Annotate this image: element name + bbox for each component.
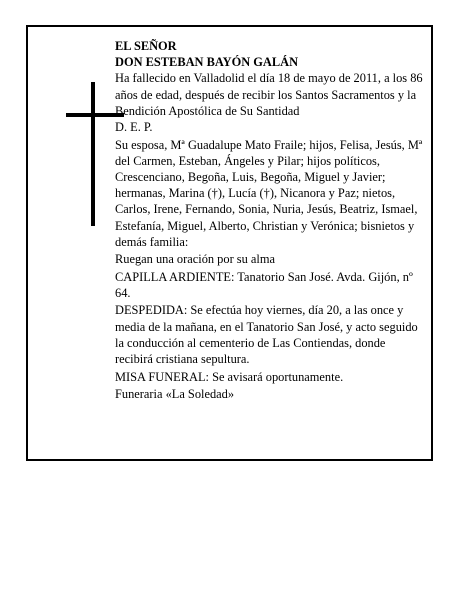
chapel-info: CAPILLA ARDIENTE: Tanatorio San José. Avda. Gijón, nº 64.	[115, 269, 413, 300]
funeral-home: Funeraria «La Soledad»	[115, 387, 235, 402]
farewell-info: DESPEDIDA: Se efectúa hoy viernes, día 20, a las once y media de la mañana, en el Tanatorio San José, y acto seguido la conducción al cementerio de Las Contiendas, donde recibirá cristiana sepultura.	[115, 303, 418, 367]
heading-title: EL SEÑOR	[115, 39, 177, 53]
family-list: Su esposa, Mª Guadalupe Mato Fraile; hijos, Felisa, Jesús, Mª del Carmen, Esteban, Ángeles y Pilar; hijos políticos, Crescenciano, Begoña, Luis, Begoña, Miguel y Javier; hermanas, Marina (†), Lucía (†), Nicanora y Paz; nietos, Carlos, Irene, Fernando, Sonia, Nuria, Jesús, Beatriz, Ismael, Estefanía, Miguel, Alberto, Christian y Verónica; bisnietos y demás familia:	[115, 137, 423, 249]
death-statement	[115, 70, 425, 135]
cross-vertical-bar	[91, 82, 95, 226]
rip-text: D. E. P.	[115, 120, 153, 135]
deceased-name: DON ESTEBAN BAYÓN GALÁN	[115, 55, 299, 70]
funeral-mass-info: MISA FUNERAL: Se avisará oportunamente.	[115, 369, 344, 384]
obituary-text	[115, 38, 425, 404]
prayer-request: Ruegan una oración por su alma	[115, 252, 275, 267]
death-statement-text: Ha fallecido en Valladolid el día 18 de mayo de 2011, a los 86 años de edad, después de recibir los Santos Sacramentos y la Bendición Apostólica de Su Santidad	[115, 71, 423, 118]
